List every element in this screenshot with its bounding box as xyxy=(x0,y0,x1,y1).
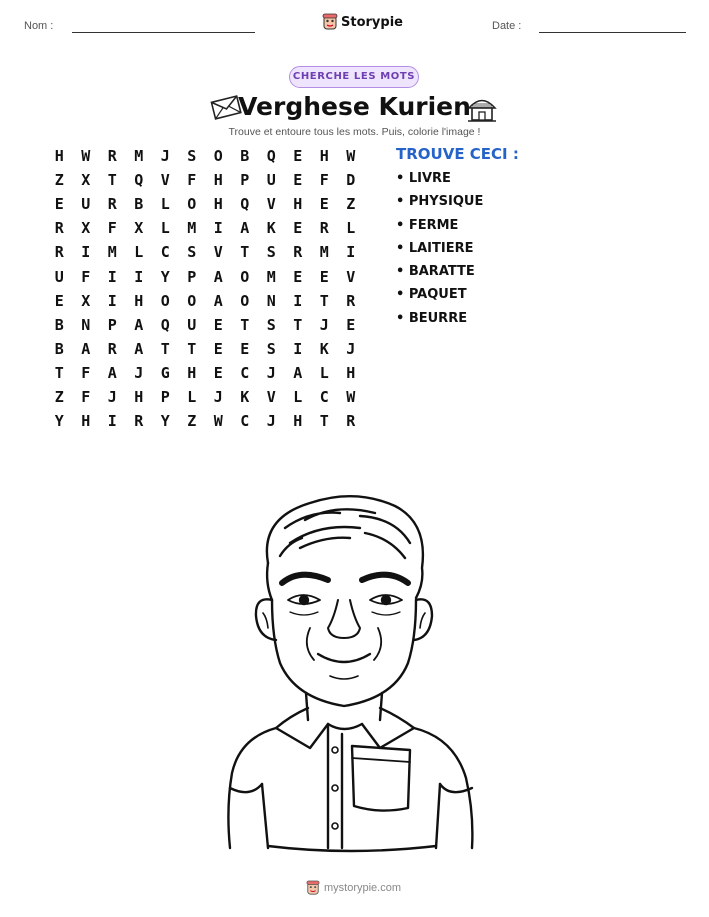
grid-letter[interactable]: S xyxy=(266,243,276,262)
grid-letter[interactable]: E xyxy=(293,267,303,286)
grid-letter[interactable]: T xyxy=(240,243,250,262)
grid-letter[interactable]: E xyxy=(213,339,223,358)
grid-letter[interactable]: L xyxy=(293,387,303,406)
grid-letter[interactable]: E xyxy=(346,315,356,334)
grid-letter[interactable]: R xyxy=(319,219,329,238)
grid-letter[interactable]: F xyxy=(81,363,91,382)
grid-letter[interactable]: J xyxy=(213,387,223,406)
grid-letter[interactable]: A xyxy=(213,291,223,310)
grid-letter[interactable]: L xyxy=(134,243,144,262)
grid-letter[interactable]: H xyxy=(54,147,64,166)
grid-letter[interactable]: I xyxy=(107,291,117,310)
grid-letter[interactable]: O xyxy=(160,291,170,310)
grid-letter[interactable]: A xyxy=(213,267,223,286)
grid-letter[interactable]: R xyxy=(107,339,117,358)
word-list xyxy=(396,171,483,334)
grid-letter[interactable]: V xyxy=(213,243,223,262)
grid-letter[interactable]: R xyxy=(346,291,356,310)
grid-row xyxy=(46,144,364,168)
grid-letter[interactable]: H xyxy=(319,147,329,166)
grid-letter[interactable]: J xyxy=(266,412,276,431)
grid-row xyxy=(46,361,364,385)
grid-letter[interactable]: H xyxy=(134,387,144,406)
grid-letter[interactable]: M xyxy=(107,243,117,262)
grid-letter[interactable]: R xyxy=(293,243,303,262)
grid-letter[interactable]: I xyxy=(107,412,117,431)
grid-letter[interactable]: N xyxy=(81,315,91,334)
word-search-grid[interactable] xyxy=(46,144,364,433)
grid-letter[interactable]: T xyxy=(319,412,329,431)
grid-letter[interactable]: J xyxy=(266,363,276,382)
grid-letter[interactable]: O xyxy=(213,147,223,166)
grid-letter[interactable]: I xyxy=(213,219,223,238)
grid-letter[interactable]: B xyxy=(134,195,144,214)
grid-letter[interactable]: L xyxy=(346,219,356,238)
grid-letter[interactable]: Z xyxy=(187,412,197,431)
grid-letter[interactable]: J xyxy=(107,387,117,406)
grid-letter[interactable]: W xyxy=(346,387,356,406)
grid-letter[interactable]: H xyxy=(187,363,197,382)
grid-letter[interactable]: A xyxy=(81,339,91,358)
grid-letter[interactable]: X xyxy=(81,219,91,238)
brand-name: Storypie xyxy=(341,14,403,30)
grid-letter[interactable]: F xyxy=(81,387,91,406)
grid-letter[interactable]: V xyxy=(266,387,276,406)
grid-letter[interactable]: F xyxy=(107,219,117,238)
grid-letter[interactable]: I xyxy=(134,267,144,286)
grid-letter[interactable]: S xyxy=(266,339,276,358)
grid-letter[interactable]: O xyxy=(240,291,250,310)
grid-letter[interactable]: M xyxy=(187,219,197,238)
grid-letter[interactable]: H xyxy=(293,195,303,214)
grid-letter[interactable]: W xyxy=(346,147,356,166)
grid-letter[interactable]: E xyxy=(213,363,223,382)
grid-letter[interactable]: I xyxy=(107,267,117,286)
grid-letter[interactable]: E xyxy=(319,195,329,214)
grid-letter[interactable]: Q xyxy=(160,315,170,334)
word-list-title: TROUVE CECI : xyxy=(396,145,519,163)
grid-letter[interactable]: L xyxy=(160,195,170,214)
grid-letter[interactable]: E xyxy=(293,147,303,166)
grid-letter[interactable]: F xyxy=(81,267,91,286)
grid-letter[interactable]: I xyxy=(293,339,303,358)
grid-letter[interactable]: H xyxy=(81,412,91,431)
grid-letter[interactable]: C xyxy=(240,412,250,431)
page-title: Verghese Kurien xyxy=(238,92,471,121)
grid-letter[interactable]: U xyxy=(266,171,276,190)
grid-letter[interactable]: P xyxy=(160,387,170,406)
grid-letter[interactable]: C xyxy=(160,243,170,262)
grid-letter[interactable]: G xyxy=(160,363,170,382)
grid-letter[interactable]: E xyxy=(319,267,329,286)
grid-letter[interactable]: W xyxy=(213,412,223,431)
grid-letter[interactable]: I xyxy=(81,243,91,262)
grid-letter[interactable]: K xyxy=(266,219,276,238)
word-list-item: • FERME xyxy=(396,217,459,233)
grid-letter[interactable]: E xyxy=(54,291,64,310)
grid-letter[interactable]: X xyxy=(134,219,144,238)
grid-letter[interactable]: I xyxy=(293,291,303,310)
grid-letter[interactable]: S xyxy=(187,243,197,262)
grid-row xyxy=(46,409,364,433)
title-row xyxy=(0,90,709,126)
grid-letter[interactable]: K xyxy=(319,339,329,358)
grid-letter[interactable]: V xyxy=(346,267,356,286)
grid-letter[interactable]: T xyxy=(319,291,329,310)
grid-letter[interactable]: B xyxy=(54,339,64,358)
grid-letter[interactable]: V xyxy=(160,171,170,190)
grid-letter[interactable]: A xyxy=(293,363,303,382)
grid-letter[interactable]: Z xyxy=(346,195,356,214)
date-label: Date : xyxy=(492,20,522,32)
grid-row xyxy=(46,313,364,337)
grid-letter[interactable]: U xyxy=(54,267,64,286)
grid-letter[interactable]: E xyxy=(293,171,303,190)
grid-letter[interactable]: V xyxy=(266,195,276,214)
grid-letter[interactable]: T xyxy=(187,339,197,358)
grid-letter[interactable]: L xyxy=(160,219,170,238)
grid-letter[interactable]: A xyxy=(240,219,250,238)
grid-letter[interactable]: F xyxy=(187,171,197,190)
grid-letter[interactable]: B xyxy=(240,147,250,166)
grid-letter[interactable]: W xyxy=(81,147,91,166)
grid-letter[interactable]: Z xyxy=(54,387,64,406)
word-list-item: • PAQUET xyxy=(396,287,467,303)
grid-letter[interactable]: P xyxy=(107,315,117,334)
grid-letter[interactable]: B xyxy=(54,315,64,334)
grid-letter[interactable]: R xyxy=(107,147,117,166)
storypie-logo-icon xyxy=(306,880,320,896)
grid-letter[interactable]: S xyxy=(266,315,276,334)
grid-letter[interactable]: T xyxy=(240,315,250,334)
grid-letter[interactable]: R xyxy=(134,412,144,431)
instructions: Trouve et entoure tous les mots. Puis, colorie l'image ! xyxy=(228,126,481,138)
grid-letter[interactable]: O xyxy=(187,195,197,214)
grid-letter[interactable]: F xyxy=(319,171,329,190)
grid-row xyxy=(46,240,364,264)
word-list-item: • LIVRE xyxy=(396,171,451,186)
grid-row xyxy=(46,264,364,288)
grid-letter[interactable]: T xyxy=(107,171,117,190)
grid-row xyxy=(46,168,364,192)
grid-letter[interactable]: Z xyxy=(54,171,64,190)
grid-letter[interactable]: Q xyxy=(240,195,250,214)
grid-letter[interactable]: H xyxy=(134,291,144,310)
grid-letter[interactable]: R xyxy=(107,195,117,214)
grid-letter[interactable]: A xyxy=(134,315,144,334)
grid-letter[interactable]: R xyxy=(346,412,356,431)
grid-letter[interactable]: T xyxy=(293,315,303,334)
grid-letter[interactable]: R xyxy=(54,243,64,262)
grid-letter[interactable]: J xyxy=(346,339,356,358)
grid-letter[interactable]: M xyxy=(266,267,276,286)
grid-letter[interactable]: Q xyxy=(134,171,144,190)
grid-letter[interactable]: S xyxy=(187,147,197,166)
grid-letter[interactable]: C xyxy=(240,363,250,382)
grid-row xyxy=(46,385,364,409)
hut-icon xyxy=(466,93,498,123)
grid-letter[interactable]: J xyxy=(134,363,144,382)
grid-letter[interactable]: H xyxy=(346,363,356,382)
grid-letter[interactable]: M xyxy=(319,243,329,262)
grid-letter[interactable]: M xyxy=(134,147,144,166)
grid-letter[interactable]: H xyxy=(293,412,303,431)
portrait-illustration[interactable] xyxy=(210,488,500,853)
grid-letter[interactable]: L xyxy=(319,363,329,382)
grid-letter[interactable]: U xyxy=(187,315,197,334)
grid-row xyxy=(46,289,364,313)
grid-letter[interactable]: I xyxy=(346,243,356,262)
name-line[interactable] xyxy=(72,32,255,33)
grid-letter[interactable]: O xyxy=(240,267,250,286)
grid-letter[interactable]: T xyxy=(160,339,170,358)
grid-letter[interactable]: P xyxy=(187,267,197,286)
grid-letter[interactable]: X xyxy=(81,171,91,190)
grid-letter[interactable]: T xyxy=(54,363,64,382)
storypie-logo-icon xyxy=(322,13,338,31)
grid-letter[interactable]: C xyxy=(319,387,329,406)
grid-letter[interactable]: O xyxy=(187,291,197,310)
grid-letter[interactable]: E xyxy=(213,315,223,334)
name-label: Nom : xyxy=(24,20,54,32)
grid-row xyxy=(46,216,364,240)
grid-letter[interactable]: E xyxy=(293,219,303,238)
grid-letter[interactable]: K xyxy=(240,387,250,406)
grid-letter[interactable]: A xyxy=(107,363,117,382)
word-list-item: • BEURRE xyxy=(396,310,468,326)
brand xyxy=(322,13,403,31)
word-list-item: • BARATTE xyxy=(396,264,475,280)
grid-letter[interactable]: H xyxy=(213,171,223,190)
grid-letter[interactable]: P xyxy=(240,171,250,190)
grid-letter[interactable]: J xyxy=(160,147,170,166)
date-line[interactable] xyxy=(539,32,686,33)
grid-letter[interactable]: E xyxy=(54,195,64,214)
grid-letter[interactable]: Q xyxy=(266,147,276,166)
grid-letter[interactable]: E xyxy=(240,339,250,358)
grid-letter[interactable]: A xyxy=(134,339,144,358)
grid-letter[interactable]: U xyxy=(81,195,91,214)
category-badge: CHERCHE LES MOTS xyxy=(289,66,419,88)
grid-letter[interactable]: Y xyxy=(160,267,170,286)
grid-row xyxy=(46,192,364,216)
word-list-item: • PHYSIQUE xyxy=(396,194,484,210)
grid-row xyxy=(46,337,364,361)
footer-url[interactable]: mystorypie.com xyxy=(324,882,402,894)
grid-letter[interactable]: X xyxy=(81,291,91,310)
grid-letter[interactable]: Y xyxy=(54,412,64,431)
grid-letter[interactable]: D xyxy=(346,171,356,190)
grid-letter[interactable]: H xyxy=(213,195,223,214)
word-list-item: • LAITIERE xyxy=(396,240,474,256)
footer xyxy=(306,880,401,896)
grid-letter[interactable]: R xyxy=(54,219,64,238)
grid-letter[interactable]: N xyxy=(266,291,276,310)
grid-letter[interactable]: L xyxy=(187,387,197,406)
grid-letter[interactable]: J xyxy=(319,315,329,334)
grid-letter[interactable]: Y xyxy=(160,412,170,431)
